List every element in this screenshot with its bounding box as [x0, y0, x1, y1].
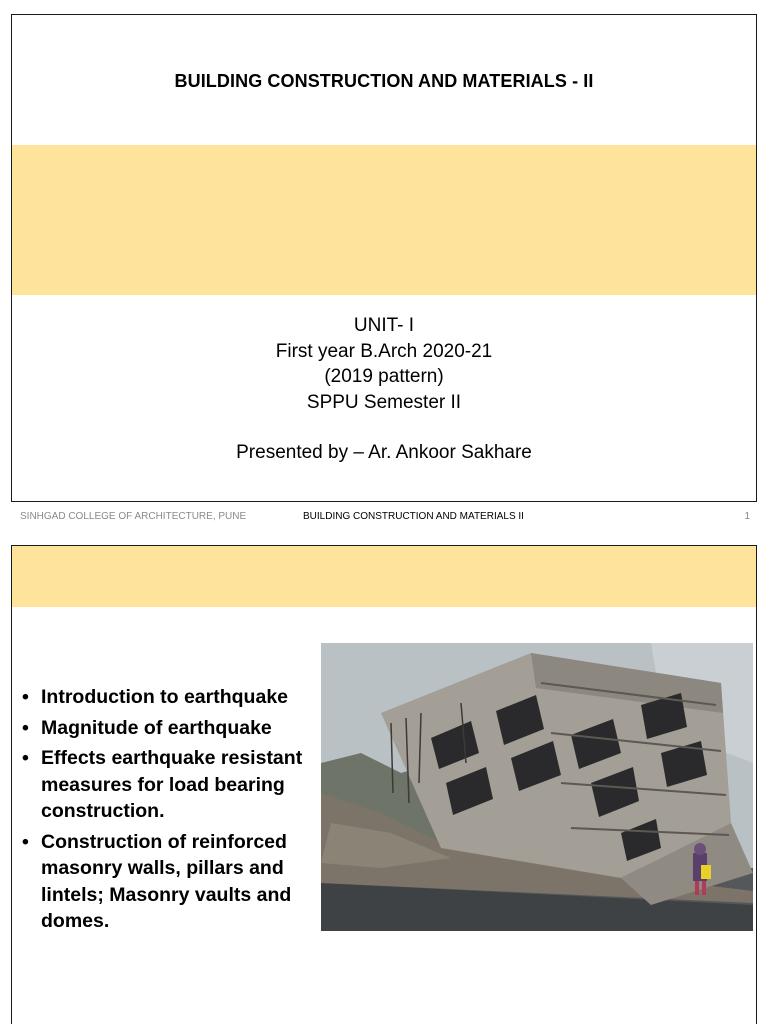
footer-institution: SINHGAD COLLEGE OF ARCHITECTURE, PUNE — [20, 511, 247, 522]
slide-subtitle-block — [12, 313, 756, 466]
bullet-icon: • — [22, 716, 29, 739]
bullet-icon: • — [22, 686, 29, 708]
presenter-label: Presented by – Ar. Ankoor Sakhare — [236, 442, 532, 463]
list-item — [22, 715, 322, 742]
course-year: First year B.Arch 2020-21 — [275, 340, 493, 362]
collapsed-building-photo — [321, 643, 753, 931]
footer-page-number: 1 — [744, 511, 750, 522]
topic-list — [22, 684, 322, 939]
list-item-text: Effects earthquake resistant measures for load bearing construction. — [41, 747, 303, 822]
bullet-icon: • — [22, 747, 29, 769]
slide-2 — [11, 545, 757, 1024]
yellow-band — [12, 145, 756, 295]
list-item-text: Magnitude of earthquake — [41, 716, 272, 739]
semester-label: SPPU Semester II — [306, 391, 462, 413]
pattern-label: (2019 pattern) — [324, 366, 444, 387]
slide-1 — [11, 14, 757, 502]
yellow-header-band — [12, 546, 756, 607]
list-item — [22, 829, 322, 935]
bullet-icon: • — [22, 830, 29, 853]
collapsed-building-illustration — [321, 643, 753, 931]
list-item — [22, 745, 322, 825]
list-item — [22, 684, 322, 711]
list-item-text: Introduction to earthquake — [41, 686, 289, 708]
list-item-text: Construction of reinforced masonry walls, pillars and lintels; Masonry vaults and domes. — [41, 830, 292, 932]
footer-course-title: BUILDING CONSTRUCTION AND MATERIALS II — [303, 511, 524, 522]
slide-title: BUILDING CONSTRUCTION AND MATERIALS - II — [174, 71, 594, 91]
unit-label: UNIT- I — [353, 315, 415, 336]
